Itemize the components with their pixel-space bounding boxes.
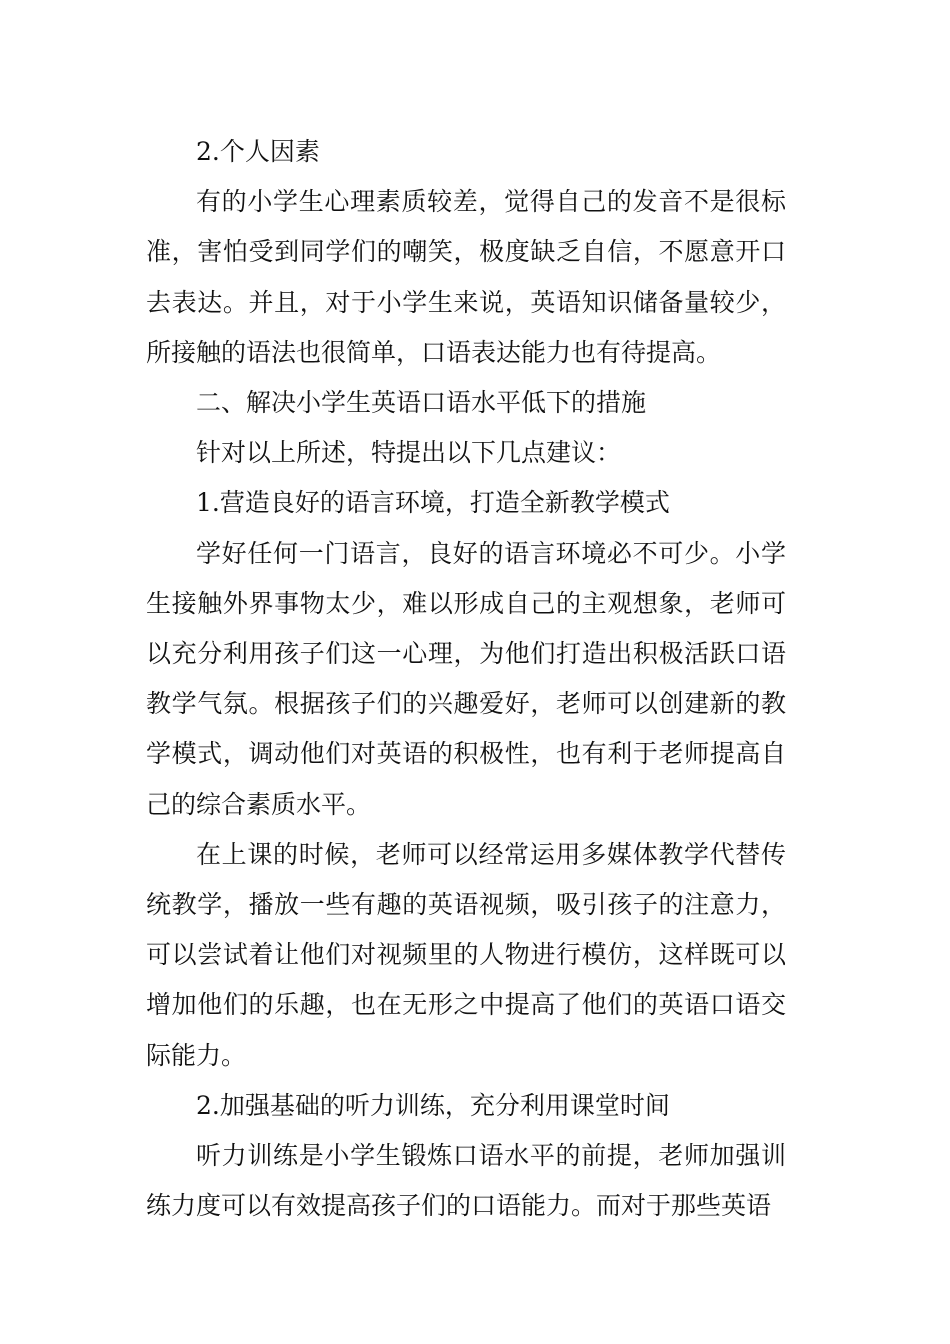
section-heading-measures: 二、解决小学生英语口语水平低下的措施	[196, 388, 647, 418]
subsection-heading-listening-training: 2.加强基础的听力训练，充分利用课堂时间	[196, 1090, 670, 1120]
body-paragraph: 有的小学生心理素质较差，觉得自己的发音不是很标准，害怕受到同学们的嘲笑，极度缺乏自信，不愿意开口去表达。并且，对于小学生来说，英语知识储备量较少，所接触的语法也很简单，口语表达能力也有待提高。	[146, 187, 786, 367]
subsection-heading-language-environment: 1.营造良好的语言环境，打造全新教学模式	[196, 488, 670, 518]
body-paragraph: 听力训练是小学生锻炼口语水平的前提，老师加强训练力度可以有效提高孩子们的口语能力。而对于那些英语	[146, 1141, 786, 1221]
body-paragraph: 在上课的时候，老师可以经常运用多媒体教学代替传统教学，播放一些有趣的英语视频，吸引孩子的注意力，可以尝试着让他们对视频里的人物进行模仿，这样既可以增加他们的乐趣，也在无形之中提高了他们的英语口语交际能力。	[146, 839, 786, 1070]
document-body	[146, 127, 786, 1231]
body-paragraph: 学好任何一门语言，良好的语言环境必不可少。小学生接触外界事物太少，难以形成自己的主观想象，老师可以充分利用孩子们这一心理，为他们打造出积极活跃口语教学气氛。根据孩子们的兴趣爱好，老师可以创建新的教学模式，调动他们对英语的积极性，也有利于老师提高自己的综合素质水平。	[146, 538, 786, 819]
section-heading-personal-factors: 2.个人因素	[196, 137, 320, 166]
body-paragraph: 针对以上所述，特提出以下几点建议：	[196, 438, 622, 468]
